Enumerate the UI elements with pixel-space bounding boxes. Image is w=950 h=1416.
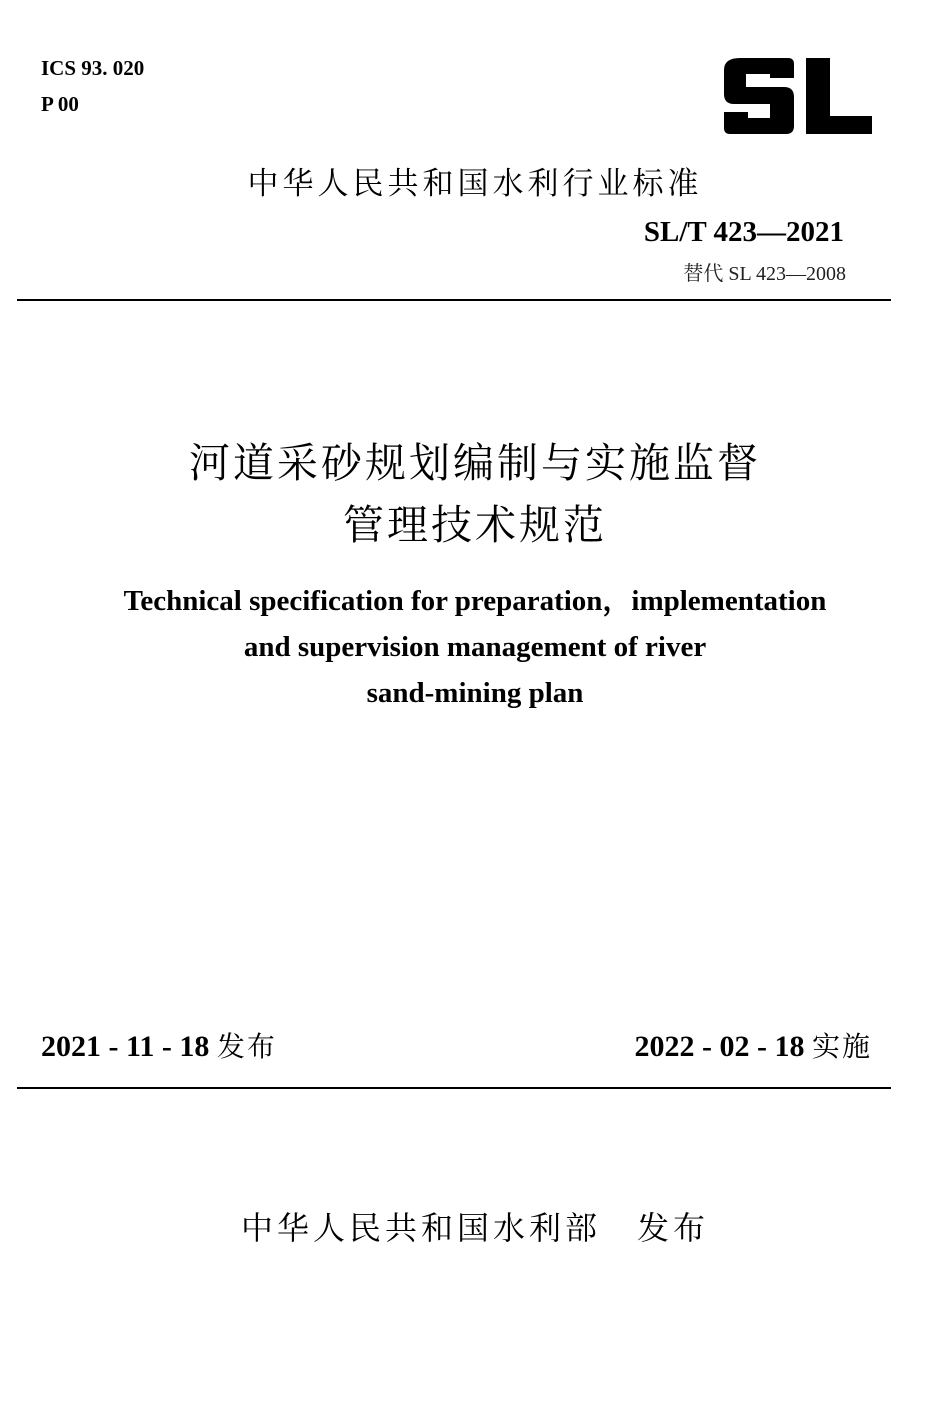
chinese-title-line-1: 河道采砂规划编制与实施监督 <box>189 439 761 487</box>
ccs-code: P 00 <box>41 92 79 116</box>
english-title-line-2: and supervision management of river <box>243 631 707 663</box>
chinese-title-line-2: 管理技术规范 <box>343 501 607 549</box>
replaces-code: 替代 SL 423—2008 <box>683 263 846 285</box>
standard-code: SL/T 423—2021 <box>643 216 844 248</box>
sl-logo-icon <box>722 56 874 136</box>
implementation-date-value: 2022 - 02 - 18 <box>634 1030 805 1063</box>
implementation-date <box>635 1028 873 1066</box>
header-divider <box>17 299 891 301</box>
issue-date <box>41 1028 277 1066</box>
ics-code: ICS 93. 020 <box>41 56 145 80</box>
issue-date-value: 2021 - 11 - 18 <box>41 1030 210 1063</box>
publisher: 中华人民共和国水利部 发布 <box>240 1209 709 1247</box>
sl-logo <box>722 56 874 136</box>
implementation-label: 实施 <box>811 1030 872 1063</box>
english-title-line-3: sand-mining plan <box>366 677 584 709</box>
issue-label: 发布 <box>216 1030 277 1063</box>
english-title <box>0 578 950 716</box>
chinese-title <box>0 432 950 556</box>
industry-standard-title: 中华人民共和国水利行业标准 <box>247 166 703 202</box>
footer-divider <box>17 1087 891 1089</box>
english-title-line-1: Technical specification for preparation，implementation <box>123 585 827 617</box>
